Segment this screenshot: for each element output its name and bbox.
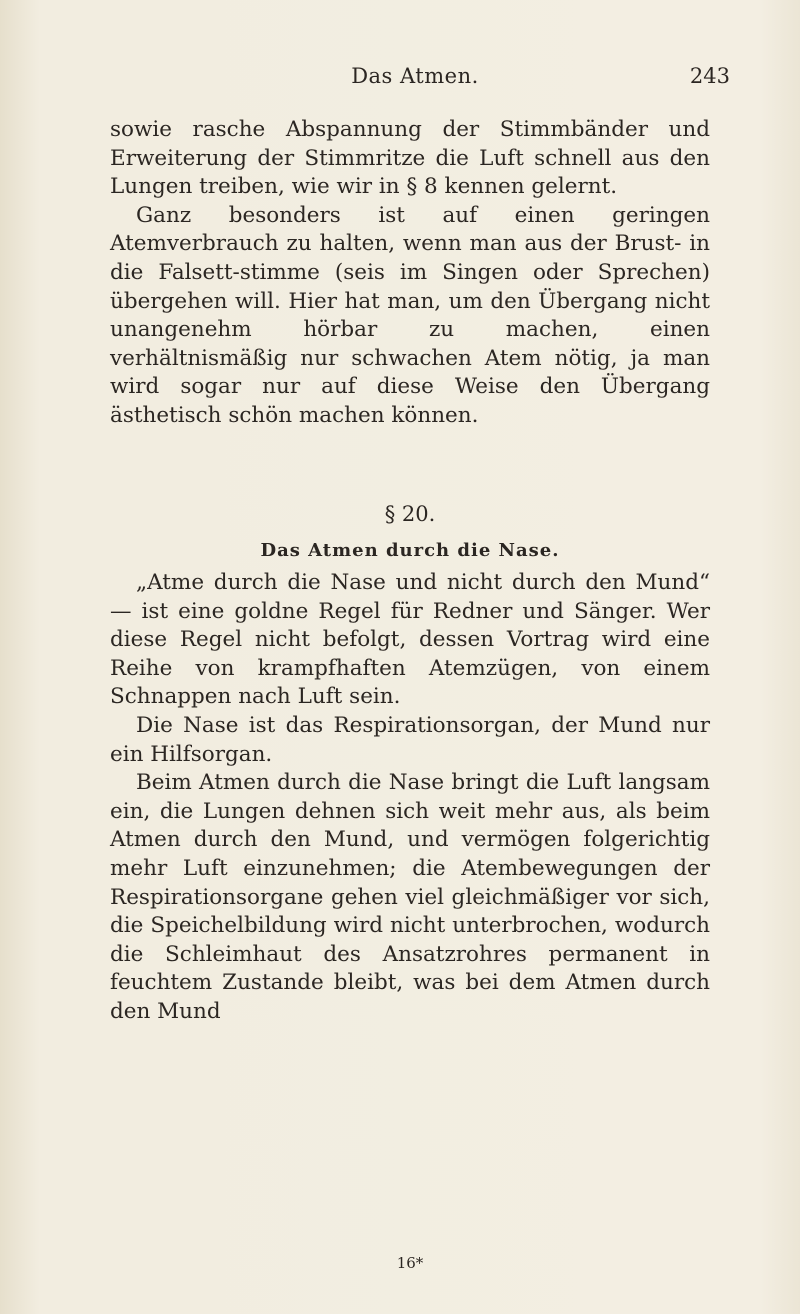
paragraph: sowie rasche Abspannung der Stimmbänder und Erweiterung der Stimmritze die Luft schnell aus den Lungen treiben, wie wir in § 8 kennen gelernt. bbox=[110, 117, 710, 200]
paragraph: Die Nase ist das Respirationsorgan, der Mund nur ein Hilfsorgan. bbox=[110, 712, 710, 767]
running-title: Das Atmen. bbox=[351, 64, 479, 88]
section-number: § 20. bbox=[384, 502, 436, 526]
body-text-top bbox=[110, 116, 710, 431]
paragraph: Beim Atmen durch die Nase bringt die Luft langsam ein, die Lungen dehnen sich weit mehr aus, als beim Atmen durch den Mund, und vermögen folgerichtig mehr Luft einzunehmen; die Atembewegungen der Respirationsorgane gehen viel gleichmäßiger vor sich, die Speichelbildung wird nicht unterbrochen, wodurch die Schleimhaut des Ansatzrohres permanent in feuchtem Zustande bleibt, was bei dem Atmen durch den Mund bbox=[110, 770, 710, 1024]
page-header bbox=[100, 64, 730, 98]
paragraph: „Atme durch die Nase und nicht durch den Mund“ — ist eine goldne Regel für Redner und Sänger. Wer diese Regel nicht befolgt, dessen Vortrag wird eine Reihe von krampfhaften Atemzügen, von einem Schnappen nach Luft sein. bbox=[110, 570, 710, 710]
paragraph: Ganz besonders ist auf einen geringen Atemverbrauch zu halten, wenn man aus der Brust- in die Falsett-stimme (seis im Singen oder Sprechen) übergehen will. Hier hat man, um den Übergang nicht unangenehm hörbar zu machen, einen verhältnismäßig nur schwachen Atem nötig, ja man wird sogar nur auf diese Weise den Übergang ästhetisch schön machen können. bbox=[110, 202, 710, 428]
section-heading: Das Atmen durch die Nase. bbox=[260, 540, 560, 561]
page-number: 243 bbox=[689, 64, 730, 88]
signature-mark: 16* bbox=[396, 1254, 424, 1272]
body-text-bottom bbox=[110, 569, 710, 1027]
